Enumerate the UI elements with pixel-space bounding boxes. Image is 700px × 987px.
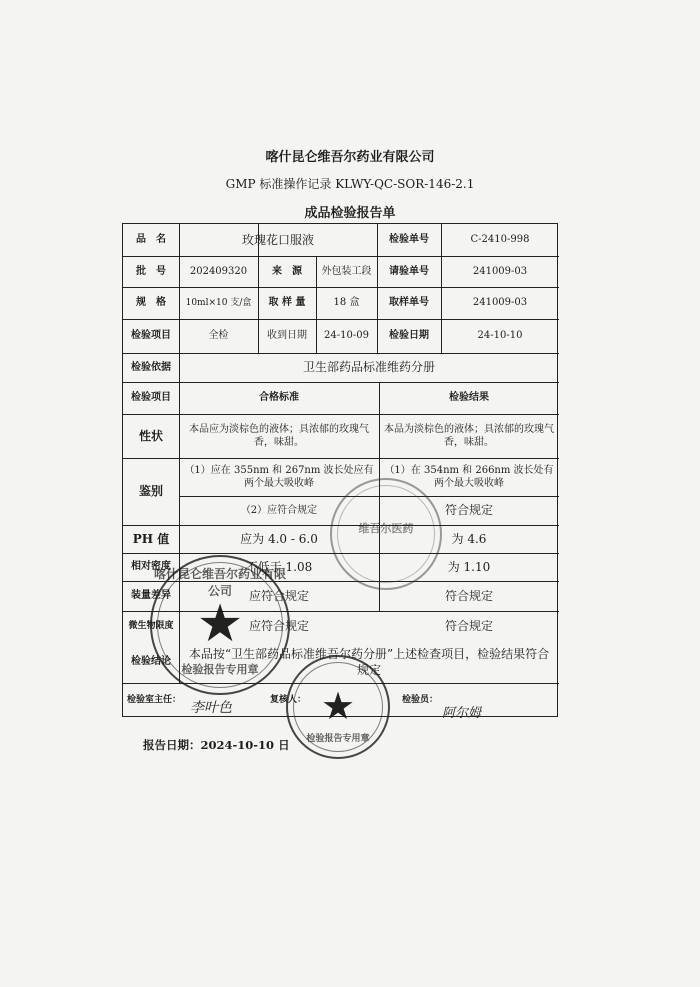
star-icon: ★ [196, 593, 244, 654]
spec-label: 规 格 [136, 297, 166, 309]
sample-qty: 18 盒 [333, 297, 360, 309]
row-appearance-standard: 本品应为淡棕色的液体；具浓郁的玫瑰气香，味甜。 [189, 423, 369, 448]
row-micro-result: 符合规定 [444, 618, 493, 633]
conclusion-label: 检验结论 [131, 656, 171, 668]
row-filling-result: 符合规定 [444, 588, 493, 603]
inspect-date: 24-10-10 [477, 330, 523, 342]
source: 外包装工段 [321, 265, 372, 277]
received-date: 24-10-09 [324, 330, 369, 342]
batch-no: 202409320 [189, 265, 248, 277]
inspect-date-label: 检验日期 [389, 330, 429, 342]
row-ph-result: 为 4.6 [451, 531, 487, 546]
row-ident1-result: （1）在 354nm 和 266nm 波长处有两个最大吸收峰 [384, 464, 554, 489]
inspection-seal [330, 478, 442, 590]
report-no: C-2410-998 [470, 234, 530, 246]
row-filling-name: 装量差异 [131, 590, 171, 602]
conclusion-text: 本品按“卫生部药品标准维吾尔药分册”上述检查项目，检验结果符合规定 [188, 646, 550, 677]
row-ident1-standard: （1）应在 355nm 和 267nm 波长处应有两个最大吸收峰 [184, 464, 374, 489]
row-ident-name: 鉴别 [138, 484, 163, 499]
report-no-label: 检验单号 [389, 234, 429, 246]
request-no-label: 请验单号 [389, 265, 429, 277]
row-appearance-name: 性状 [138, 428, 163, 443]
row-appearance-result: 本品为淡棕色的液体；具浓郁的玫瑰气香，味甜。 [384, 423, 554, 448]
batch-label: 批 号 [136, 265, 166, 277]
seal-star-icon: ★ [320, 684, 356, 729]
report-seal-text: 检验报告专用章 [306, 734, 370, 744]
row-filling-standard: 应符合规定 [248, 588, 309, 603]
supervisor-label: 检验室主任： [127, 695, 182, 706]
report-date: 报告日期：2024-10-10 日 [143, 738, 290, 752]
col-result: 检验结果 [449, 392, 489, 404]
company-seal-text: 喀什昆仑维吾尔药业有限公司 [153, 567, 286, 598]
report-seal [286, 655, 390, 759]
product-label: 品 名 [136, 234, 166, 246]
row-micro-standard: 应符合规定 [248, 618, 309, 633]
row-density-result: 为 1.10 [447, 559, 491, 574]
row-ident2-standard: （2）应符合规定 [240, 504, 318, 516]
row-density-standard: 不低于 1.08 [245, 559, 313, 574]
sample-no-label: 取样单号 [389, 297, 429, 309]
basis-label: 检验依据 [131, 361, 171, 373]
col-item: 检验项目 [131, 392, 171, 404]
sample-no: 241009-03 [472, 297, 528, 309]
reviewer-label: 复核人： [269, 695, 306, 706]
company-seal [150, 555, 290, 695]
row-ph-standard: 应为 4.0 - 6.0 [240, 531, 318, 546]
row-ident2-result: 符合规定 [444, 503, 493, 518]
received-label: 收到日期 [267, 330, 307, 342]
company-name: 喀什昆仑维吾尔药业有限公司 [265, 150, 435, 165]
inspector-label: 检验员： [401, 695, 438, 706]
row-ph-name: PH 值 [132, 531, 170, 546]
company-seal-bottom-text: 检验报告专用章 [181, 663, 259, 676]
inspector-signature: 阿尔姆 [442, 706, 482, 721]
request-no: 241009-03 [472, 265, 528, 277]
col-standard: 合格标准 [259, 392, 299, 404]
row-density-name: 相对密度 [131, 561, 171, 573]
source-label: 来 源 [272, 265, 302, 277]
spec: 10ml×10 支/盒 [185, 297, 252, 308]
record-code: GMP 标准操作记录 KLWY-QC-SOR-146-2.1 [225, 177, 475, 191]
inspection-seal-text: 维吾尔医药 [358, 522, 414, 535]
supervisor-signature: 李叶色 [190, 700, 232, 716]
basis-value: 卫生部药品标准维药分册 [302, 360, 435, 375]
sample-qty-label: 取 样 量 [268, 297, 306, 309]
product-name: 玫瑰花口服液 [241, 232, 314, 247]
item: 全检 [208, 330, 229, 342]
report-title: 成品检验报告单 [304, 206, 396, 221]
row-micro-name: 微生物限度 [128, 620, 174, 631]
item-label: 检验项目 [131, 330, 171, 342]
